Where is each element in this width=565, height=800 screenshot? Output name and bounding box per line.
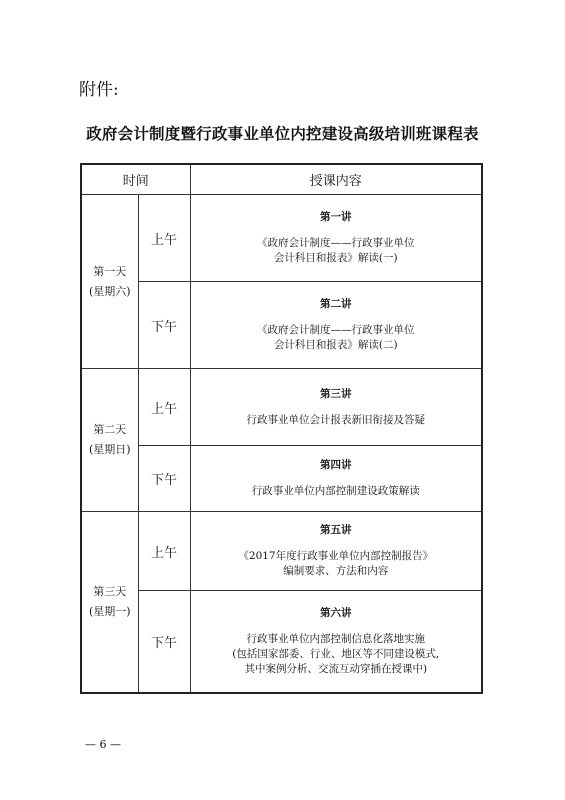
period-label: 下午 [138,446,190,512]
lecture-description-line: 行政事业单位内部控制建设政策解读 [251,485,420,497]
day-label: 第一天 [93,264,127,278]
lecture-description-line: 行政事业单位内部控制信息化落地实施 [246,632,426,645]
day-label: 第三天 [93,584,127,598]
lecture-description-line: 《2017年度行政事业单位内部控制报告》 [238,550,434,562]
lecture-title: 第一讲 [320,211,352,223]
period-label: 上午 [138,512,190,591]
lecture-title: 第四讲 [320,459,352,471]
document-title: 政府会计制度暨行政事业单位内控建设高级培训班课程表 [86,124,479,143]
day-cell [81,512,138,693]
session-content [190,195,482,282]
lecture-title: 第五讲 [320,524,352,536]
period-label: 上午 [138,195,190,282]
lecture-title: 第六讲 [320,606,352,619]
table-row [81,282,482,369]
day-cell [81,369,138,512]
lecture-description-line: (包括国家部委、行业、地区等不同建设模式, [232,647,440,660]
period-label: 上午 [138,369,190,446]
table-row [81,512,482,591]
period-label: 下午 [138,282,190,369]
lecture-description-line: 《政府会计制度——行政事业单位 [257,237,415,249]
table-row [81,591,482,693]
course-schedule-table [80,163,483,694]
weekday-label: (星期六) [88,284,131,298]
table-row [81,195,482,282]
period-label: 下午 [138,591,190,693]
session-content [190,591,482,693]
weekday-label: (星期一) [88,604,131,618]
session-content [190,446,482,512]
lecture-description-line: 编制要求、方法和内容 [283,565,389,577]
header-content: 授课内容 [190,164,482,195]
lecture-title: 第二讲 [320,298,352,310]
header-time: 时间 [81,164,190,195]
session-content [190,369,482,446]
lecture-title: 第三讲 [320,387,352,400]
table-row [81,369,482,446]
day-label: 第二天 [93,423,127,436]
table-row [81,446,482,512]
page-number: — 6 — [85,738,121,751]
table-header-row [81,164,482,195]
lecture-description-line: 会计科目和报表》解读(一) [273,252,398,264]
day-cell [81,195,138,369]
weekday-label: (星期日) [88,443,131,456]
lecture-description-line: 会计科目和报表》解读(二) [273,339,398,351]
lecture-description-line: 《政府会计制度——行政事业单位 [257,324,415,336]
lecture-description-line: 其中案例分析、交流互动穿插在授课中) [244,662,428,675]
session-content [190,282,482,369]
lecture-description-line: 行政事业单位会计报表新旧衔接及答疑 [246,413,426,426]
session-content [190,512,482,591]
attachment-label: 附件: [79,80,119,100]
